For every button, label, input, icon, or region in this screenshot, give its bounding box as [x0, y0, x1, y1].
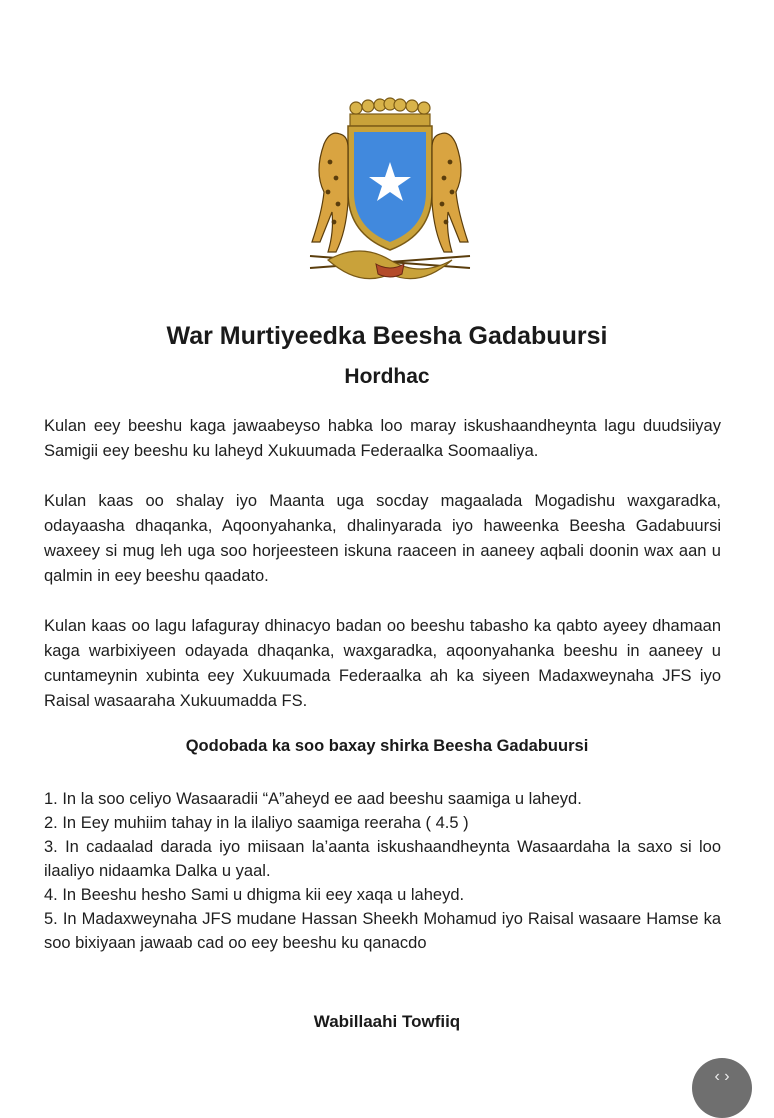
document-title: War Murtiyeedka Beesha Gadabuursi [166, 322, 608, 350]
paragraph-2: Kulan kaas oo shalay iyo Maanta uga socday magaalada Mogadishu waxgaradka, odayaasha dhaqanka, Aqoonyahanka, dhalinyarada iyo haweenka Beesha Gadabuursi waxeey si mug leh uga soo horjeesteen iskuna raaceen in aaneey aqbali doonin wax aan u qalmin in eey beeshu qaadato. [44, 492, 721, 585]
list-item: 3. In cadaalad darada iyo miisaan la’aanta iskushaandheynta Wasaardaha la saxo si loo ilaaliyo nidaamka Dalka u yaal. [44, 838, 721, 880]
section-heading: Qodobada ka soo baxay shirka Beesha Gadabuursi [185, 737, 589, 755]
list-item: 4. In Beeshu hesho Sami u dhigma kii eey xaqa u laheyd. [44, 886, 465, 904]
crown-icon [350, 98, 430, 126]
coat-of-arms-of-somalia-icon [290, 92, 490, 292]
list-item: 1. In la soo celiyo Wasaaradii “A”aheyd ee aad beeshu saamiga u laheyd. [44, 790, 582, 808]
navigation-button[interactable] [692, 1058, 752, 1118]
list-item: 5. In Madaxweynaha JFS mudane Hassan Sheekh Mohamud iyo Raisal wasaare Hamse ka soo bixiyaan jawaab cad oo eey beeshu ku qanacdo [44, 910, 721, 952]
resolution-list [44, 787, 721, 955]
closing-line: Wabillaahi Towfiiq [313, 1012, 461, 1031]
list-item: 2. In Eey muhiim tahay in la ilaliyo saamiga reeraha ( 4.5 ) [44, 814, 469, 832]
chevrons-icon: ‹ › [714, 1068, 730, 1085]
document-subtitle: Hordhac [344, 365, 430, 388]
paragraph-3: Kulan kaas oo lagu lafaguray dhinacyo badan oo beeshu tabasho ka qabto ayeey dhamaan kaga warbixiyeen odayada dhaqanka, waxgaradka, aqoonyahanka beeshu in aaneey u cuntameynin xubinta eey Xukuumada Federaalka ah ka siyeen Madaxweynaha JFS iyo Raisal wasaaraha Xukuumadda FS. [44, 617, 721, 710]
leopard-right-icon [432, 133, 468, 252]
leopard-left-icon [312, 133, 348, 252]
shield-icon [348, 126, 432, 250]
paragraph-1: Kulan eey beeshu kaga jawaabeyso habka loo maray iskushaandheynta lagu duudsiiyay Samigii eey beeshu ku laheyd Xukuumada Federaalka Soomaaliya. [44, 417, 721, 460]
